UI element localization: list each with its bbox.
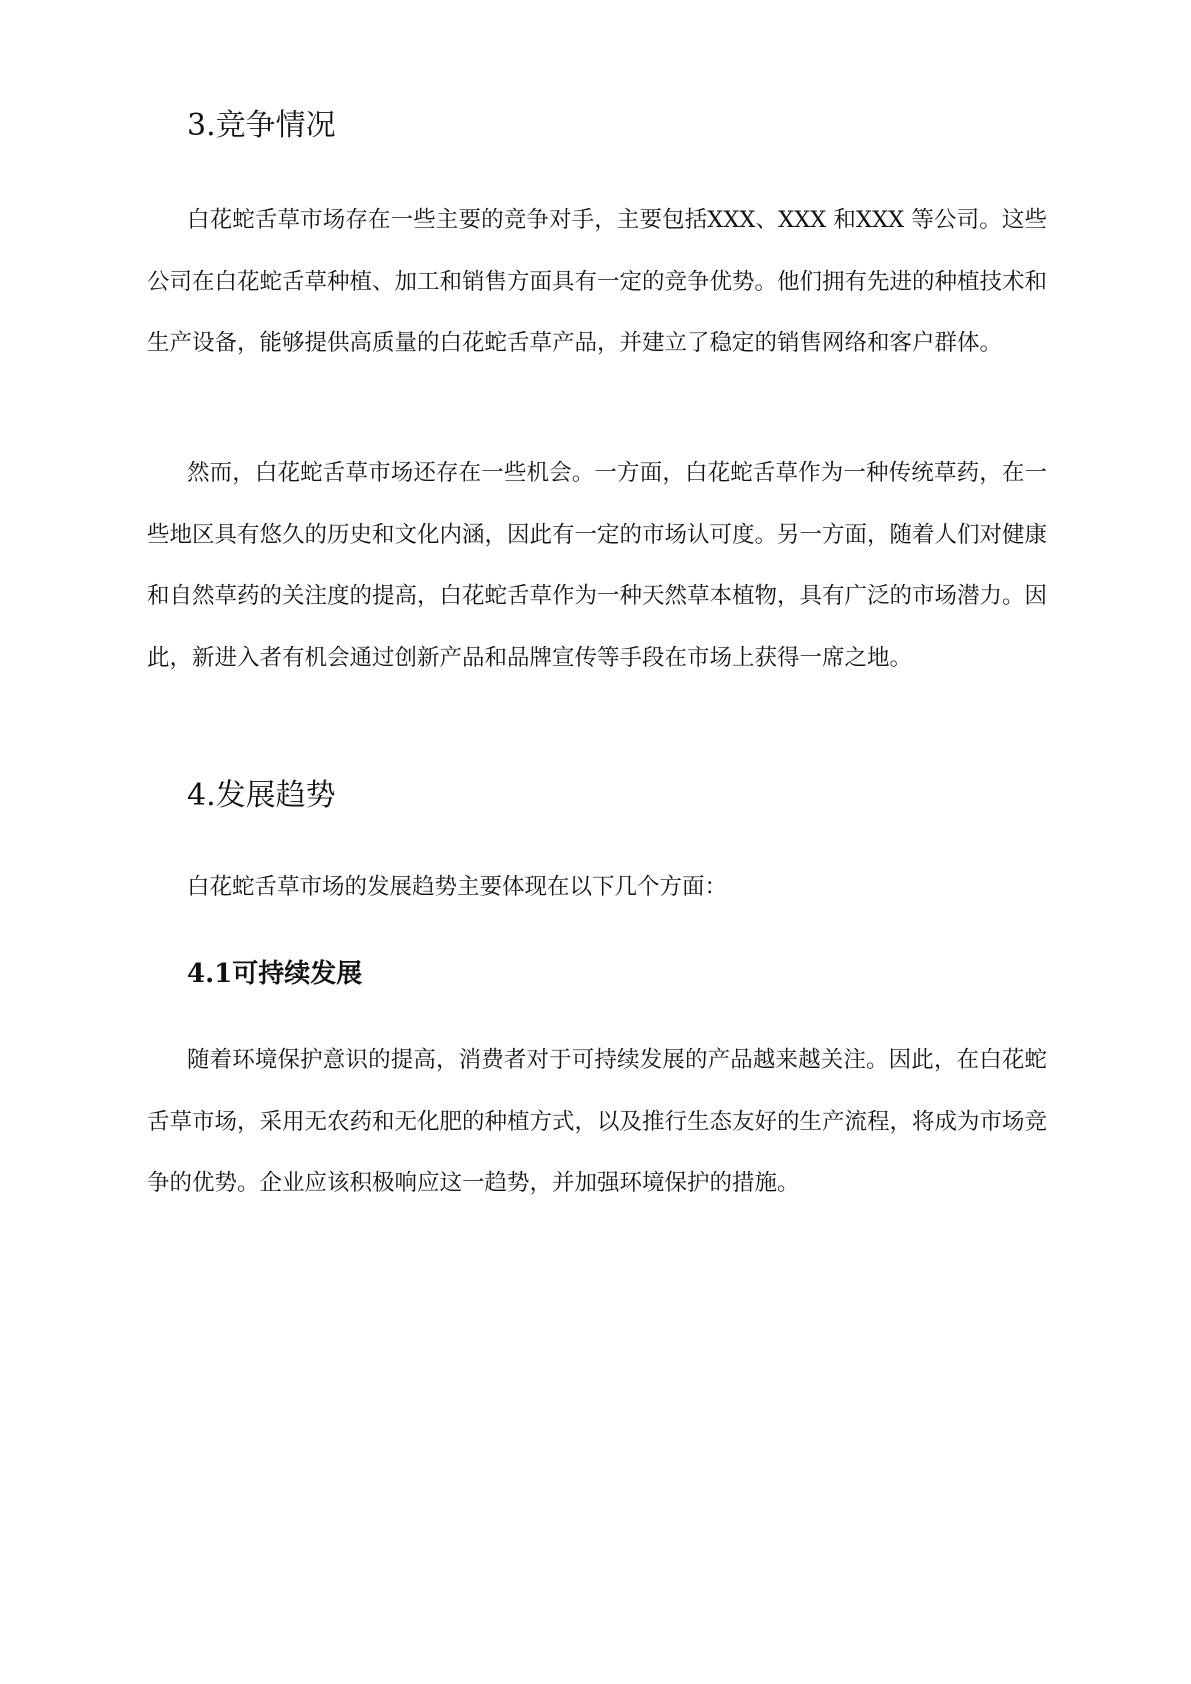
paragraph-opportunities: 然而，白花蛇舌草市场还存在一些机会。一方面，白花蛇舌草作为一种传统草药，在一些地区具有悠久的历史和文化内涵，因此有一定的市场认可度。另一方面，随着人们对健康和自然草药的关注度的提高，白花蛇舌草作为一种天然草本植物，具有广泛的市场潜力。因此，新进入者有机会通过创新产品和品牌宣传等手段在市场上获得一席之地。 <box>147 460 1048 671</box>
paragraph-competitors: 白花蛇舌草市场存在一些主要的竞争对手，主要包括XXX、XXX 和XXX 等公司。这些公司在白花蛇舌草种植、加工和销售方面具有一定的竞争优势。他们拥有先进的种植技术和生产设备，能够提供高质量的白花蛇舌草产品，并建立了稳定的销售网络和客户群体。 <box>147 207 1048 356</box>
paragraph-trends-intro: 白花蛇舌草市场的发展趋势主要体现在以下几个方面： <box>187 874 728 900</box>
paragraph-sustainable: 随着环境保护意识的提高，消费者对于可持续发展的产品越来越关注。因此，在白花蛇舌草市场，采用无农药和无化肥的种植方式，以及推行生态友好的生产流程，将成为市场竞争的优势。企业应该积极响应这一趋势，并加强环境保护的措施。 <box>147 1047 1048 1196</box>
section-heading-trends: 4.发展趋势 <box>187 778 336 813</box>
section-heading-competition: 3.竞争情况 <box>187 108 336 143</box>
subsection-heading-sustainable: 4.1可持续发展 <box>187 959 363 989</box>
